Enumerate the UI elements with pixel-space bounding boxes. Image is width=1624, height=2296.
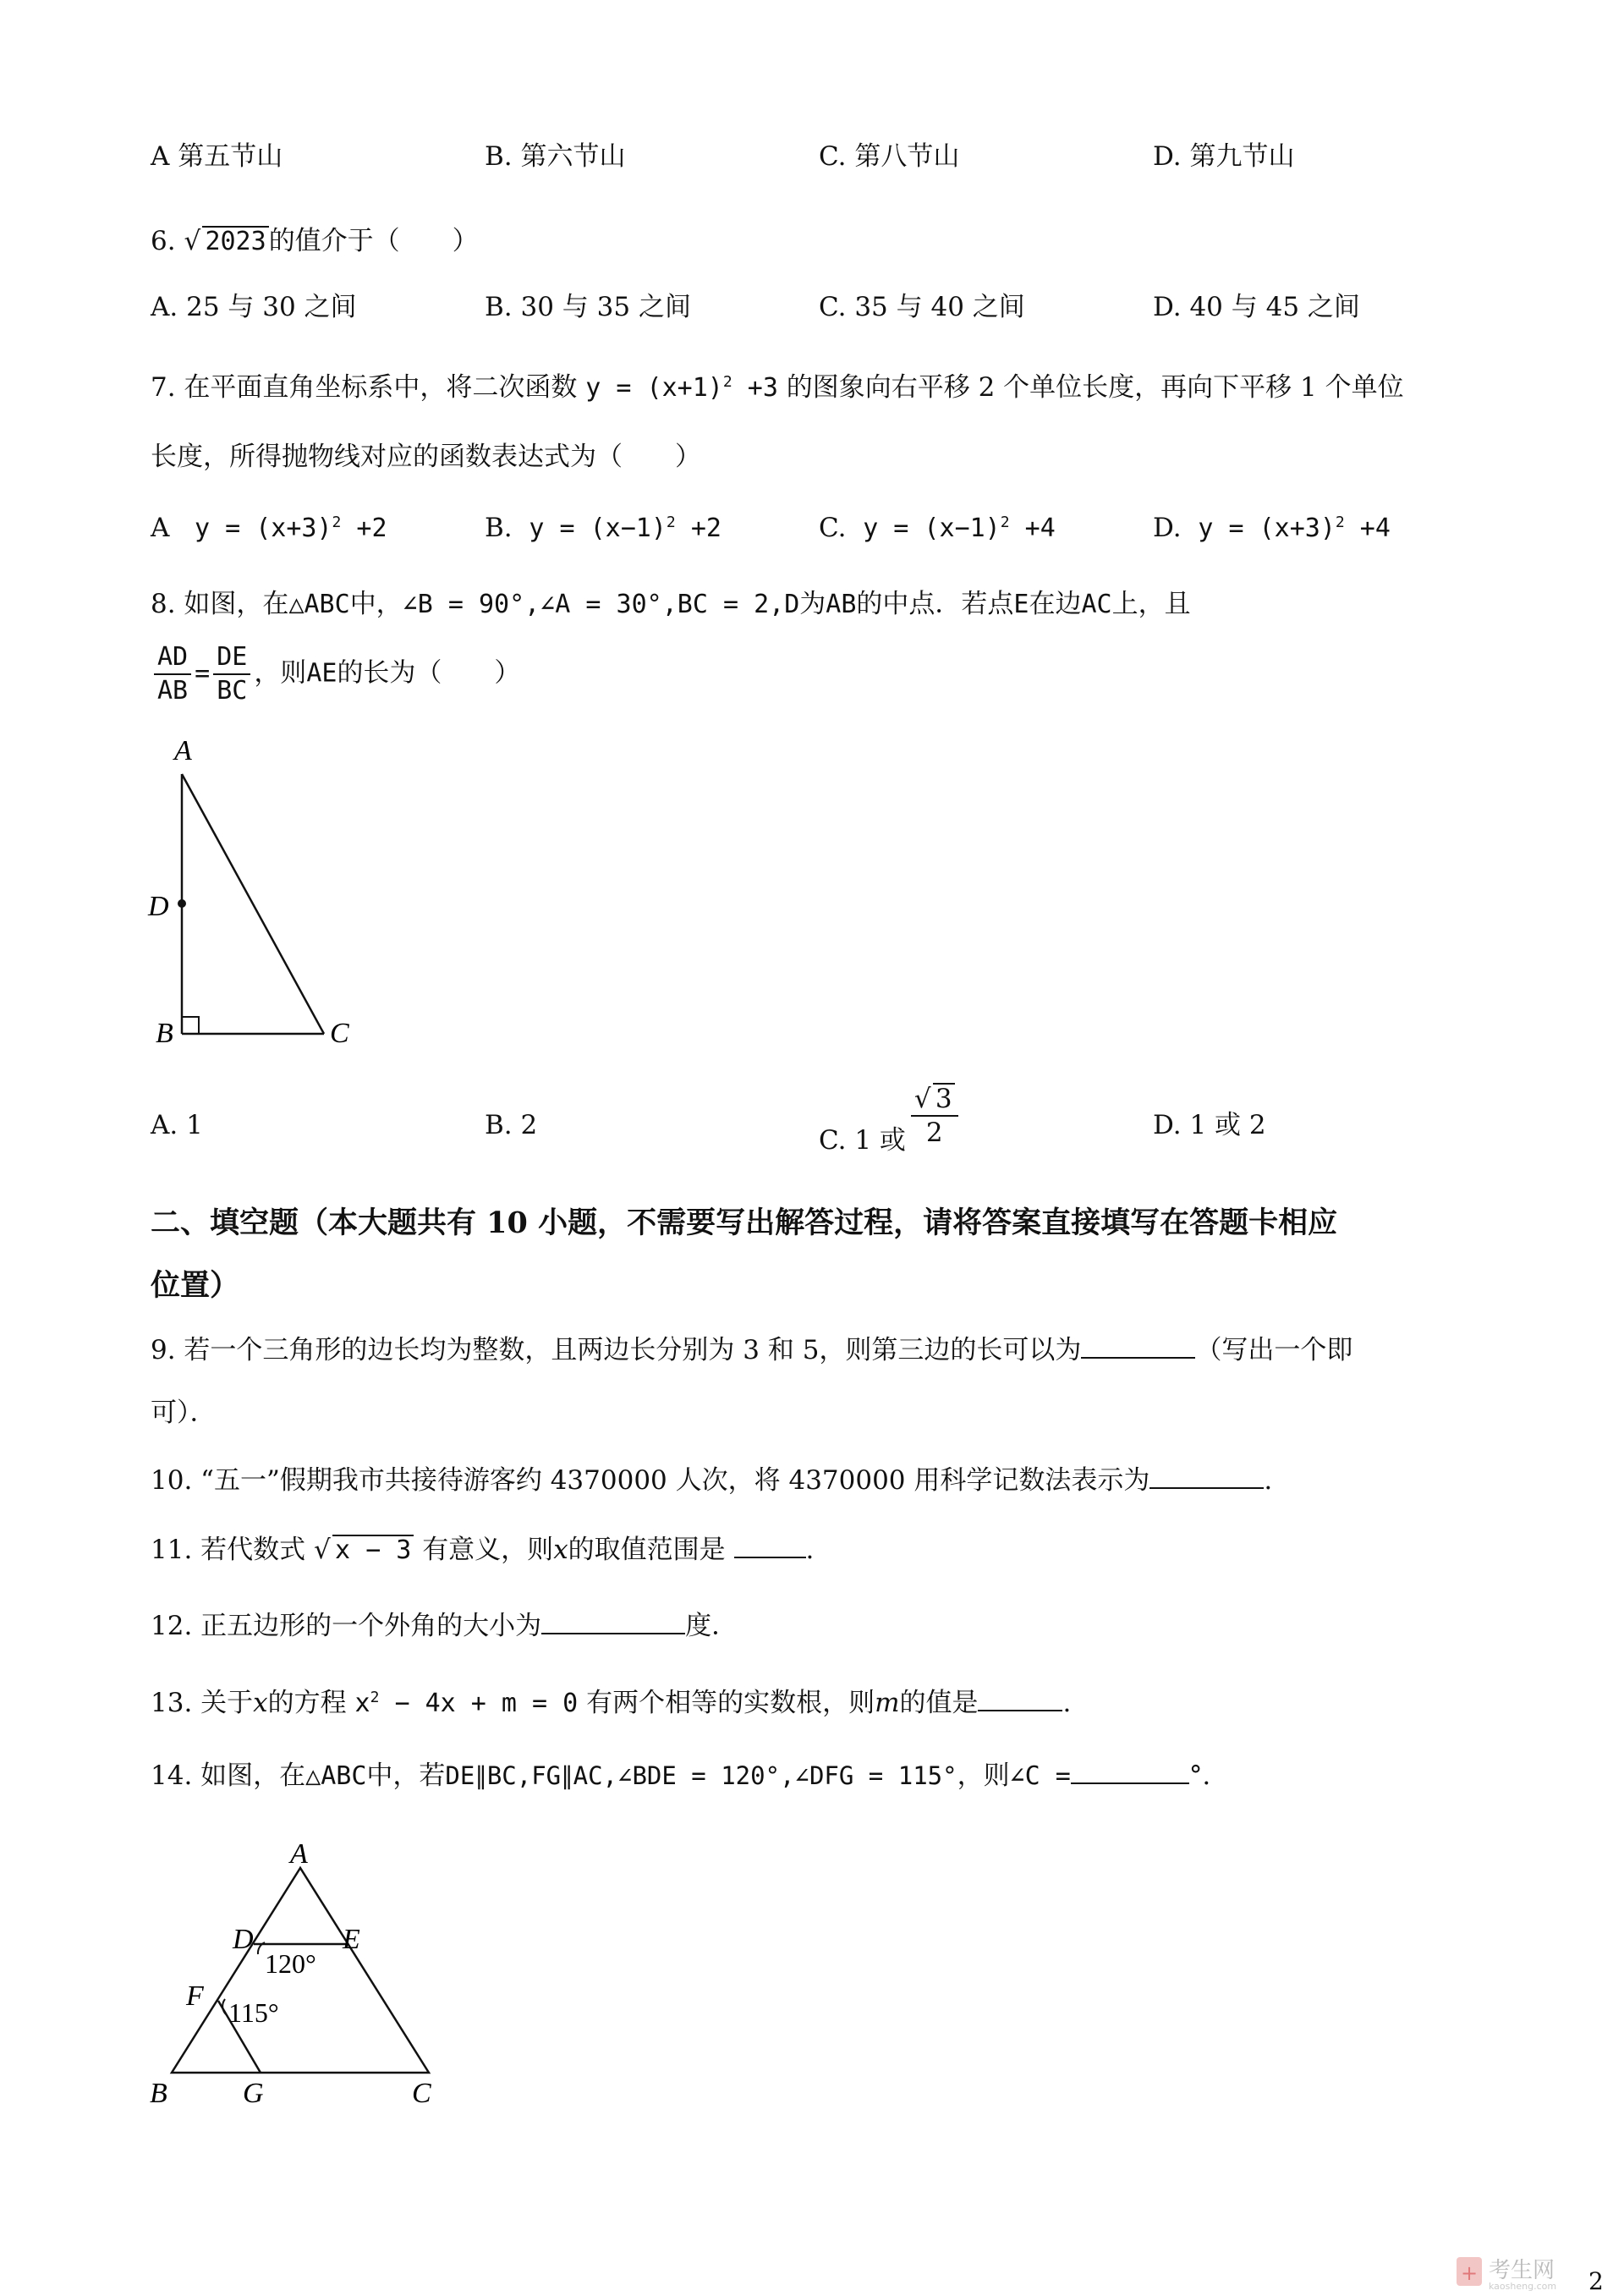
q8-option-a[interactable]: A. 1 <box>151 1110 203 1140</box>
q10-stem: 10. “五一”假期我市共接待游客约 4370000 人次，将 4370000 用科学记数法表示为 . <box>151 1462 1272 1497</box>
q6-option-b[interactable]: B. 30 与 35 之间 <box>485 292 691 322</box>
q6-options <box>151 290 1504 327</box>
svg-text:考生网: 考生网 <box>1489 2258 1555 2283</box>
label-f: F <box>186 1980 204 2012</box>
q8-stem-line2: $\frac{AD}{AB}$ = $\frac{DE}{BC}$ ，则AE的长为（ ） <box>151 641 520 707</box>
label-g: G <box>243 2078 264 2106</box>
angle-label-120: 120° <box>265 1948 316 1979</box>
q6-option-a[interactable]: A. 25 与 30 之间 <box>151 292 357 322</box>
right-angle-mark <box>182 1017 199 1034</box>
q13-equation: $x^2 - 4x + m = 0$ <box>354 1689 579 1718</box>
label-e: E <box>343 1924 360 1955</box>
q8-options <box>151 1084 1504 1156</box>
section2-title-line2: 位置） <box>151 1268 240 1303</box>
q7-function: $y = (x+1)^2 +3$ <box>585 373 778 403</box>
q7-option-d[interactable]: D. $y = (x+3)^2 +4$ <box>1153 513 1391 543</box>
q7-stem-line1: 7. 在平面直角坐标系中，将二次函数 $y = (x+1)^2 +3$ 的图象向右平移 2 个单位长度，再向下平移 1 个单位 <box>151 372 1404 403</box>
q8-triangle-figure <box>144 736 364 1049</box>
label-c: C <box>412 2078 431 2106</box>
q5-option-c[interactable]: C. 第八节山 <box>819 141 960 172</box>
q6-option-c[interactable]: C. 35 与 40 之间 <box>819 292 1025 322</box>
q8-option-b[interactable]: B. 2 <box>485 1110 538 1140</box>
page-number: 2 <box>1588 2267 1604 2295</box>
q9-stem-line2: 可）． <box>151 1398 217 1428</box>
q5-option-a[interactable]: A 第五节山 <box>151 141 283 172</box>
q6-stem: 6. √ 2023的值介于（ ） <box>151 226 479 256</box>
q5-option-d[interactable]: D. 第九节山 <box>1153 141 1295 172</box>
watermark-icon <box>1455 2252 1616 2291</box>
q8-fraction-ad-ab: $\frac{AD}{AB}$ <box>154 641 191 707</box>
q7-option-a[interactable]: A $y = (x+3)^2 +2$ <box>151 513 387 543</box>
q7-options <box>151 506 1504 543</box>
q8-stem-line1: 8. 如图，在△ABC中，∠B = 90°,∠A = 30°,BC = 2,D为AB的中点．若点E在边AC上，且 <box>151 589 1191 619</box>
label-c: C <box>330 1018 349 1049</box>
q12-stem: 12. 正五边形的一个外角的大小为 度． <box>151 1607 738 1643</box>
q5-options <box>151 140 1504 177</box>
point-d <box>178 899 186 908</box>
label-a: A <box>174 736 192 766</box>
q7-stem-line2: 长度，所得抛物线对应的函数表达式为（ ） <box>151 442 701 472</box>
angle-label-115: 115° <box>228 1997 279 2028</box>
q8-option-d[interactable]: D. 1 或 2 <box>1153 1110 1266 1140</box>
label-d: D <box>233 1924 254 1955</box>
q12-answer-blank[interactable] <box>541 1607 685 1634</box>
q11-answer-blank[interactable] <box>734 1531 806 1558</box>
q13-stem: 13. 关于x的方程 $x^2 - 4x + m = 0$ 有两个相等的实数根，则m的值是 . <box>151 1681 1071 1721</box>
q14-stem: 14. 如图，在△ABC中，若DE∥BC,FG∥AC,∠BDE = 120°,∠DFG = 115°，则∠C = °. <box>151 1757 1210 1793</box>
q5-option-b[interactable]: B. 第六节山 <box>485 141 626 172</box>
q13-answer-blank[interactable] <box>978 1684 1062 1711</box>
q9-answer-blank[interactable] <box>1081 1332 1195 1359</box>
q6-sqrt: √ 2023 <box>184 224 268 258</box>
q6-option-d[interactable]: D. 40 与 45 之间 <box>1153 292 1360 322</box>
q9-stem-line1: 9. 若一个三角形的边长均为整数，且两边长分别为 3 和 5，则第三边的长可以为 （写出一个即 <box>151 1332 1352 1367</box>
label-b: B <box>156 1018 173 1049</box>
label-b: B <box>150 2078 167 2106</box>
q8-fraction-de-bc: $\frac{DE}{BC}$ <box>213 641 250 707</box>
side-ac <box>182 774 324 1034</box>
svg-text:+: + <box>1461 2261 1479 2285</box>
q14-triangle-figure <box>140 1827 495 2106</box>
q7-option-c[interactable]: C. $y = (x-1)^2 +4$ <box>819 513 1056 543</box>
label-a: A <box>290 1838 308 1870</box>
q14-answer-blank[interactable] <box>1071 1757 1189 1784</box>
label-d: D <box>148 891 169 922</box>
section2-title-line1: 二、填空题（本大题共有 10 小题，不需要写出解答过程，请将答案直接填写在答题卡相应 <box>151 1206 1338 1240</box>
q10-answer-blank[interactable] <box>1149 1462 1264 1489</box>
q8-option-c[interactable]: C. 1 或 √ 3 2 <box>819 1083 962 1149</box>
q11-sqrt: √ x − 3 <box>314 1533 414 1567</box>
watermark-logo <box>1455 2252 1616 2291</box>
svg-text:kaosheng.com: kaosheng.com <box>1489 2281 1557 2291</box>
q7-option-b[interactable]: B. $y = (x-1)^2 +2$ <box>485 513 721 543</box>
q11-stem: 11. 若代数式 √ x − 3 有意义，则x的取值范围是 . <box>151 1531 814 1567</box>
